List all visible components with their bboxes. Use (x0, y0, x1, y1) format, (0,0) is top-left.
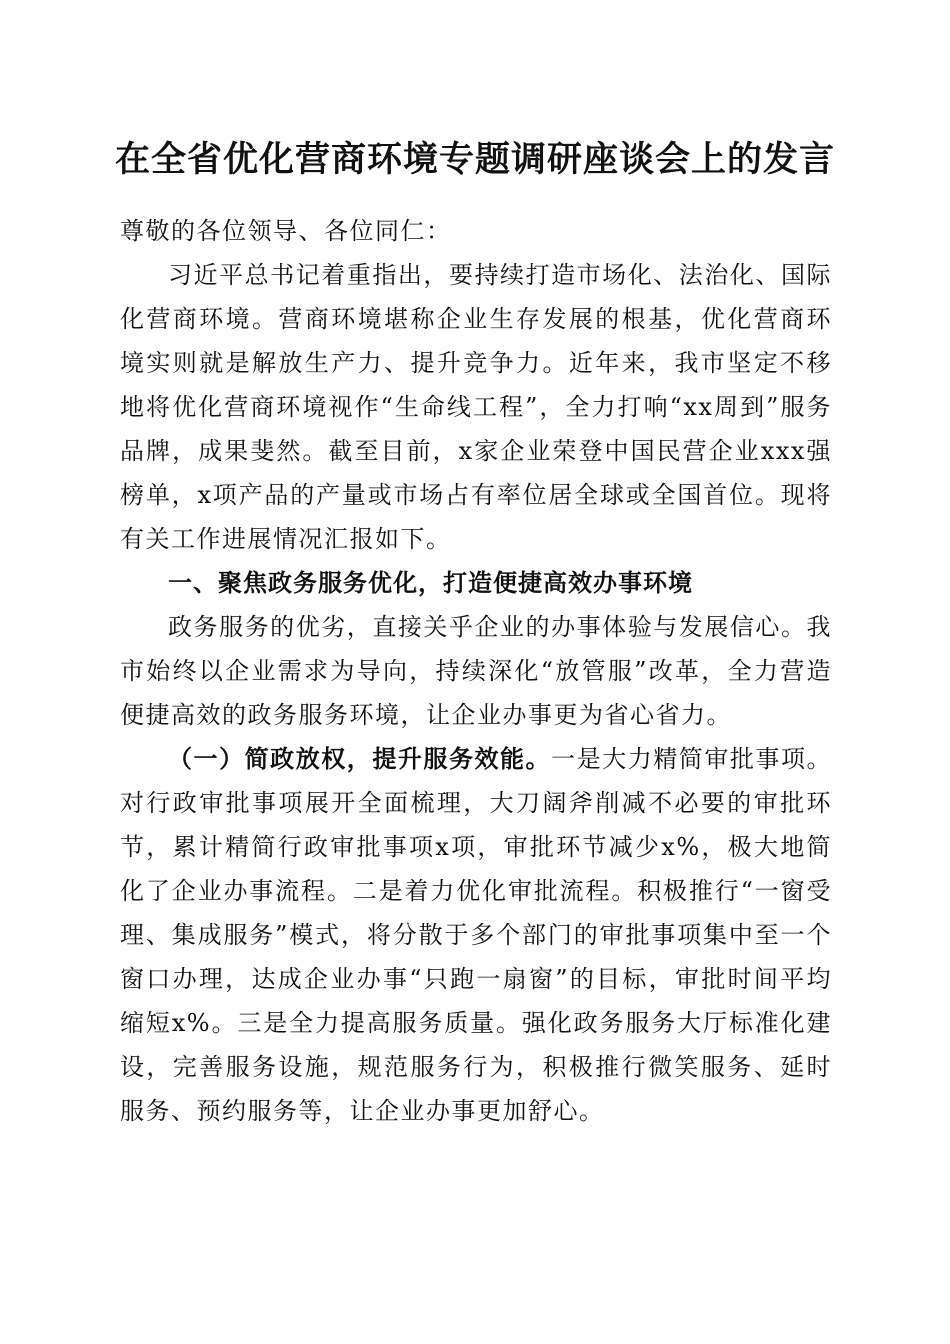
section-heading-1: 一、聚焦政务服务优化，打造便捷高效办事环境 (168, 569, 693, 597)
subsection-heading-1: （一）简政放权，提升服务效能。 (168, 744, 552, 773)
salutation: 尊敬的各位领导、各位同仁： (120, 217, 452, 245)
intro-paragraph: 习近平总书记着重指出，要持续打造市场化、法治化、国际化营商环境。营商环境堪称企业生存发展的根基，优化营商环境实则就是解放生产力、提升竞争力。近年来，我市坚定不移地将优化营商环境视作“生命线工程”，全力打响“xx周到”服务品牌，成果斐然。截至目前，x家企业荣登中国民营企业xxx强榜单，x项产品的产量或市场占有率位居全球或全国首位。现将有关工作进展情况汇报如下。 (120, 261, 832, 553)
section-1-intro-paragraph: 政务服务的优劣，直接关乎企业的办事体验与发展信心。我市始终以企业需求为导向，持续深化“放管服”改革，全力营造便捷高效的政务服务环境，让企业办事更为省心省力。 (120, 613, 832, 729)
document-body (120, 209, 832, 1133)
document-title: 在全省优化营商环境专题调研座谈会上的发言 (114, 139, 835, 180)
subsection-1-paragraph (120, 737, 832, 1133)
subsection-1-body: 一是大力精简审批事项。对行政审批事项展开全面梳理，大刀阔斧削减不必要的审批环节，累计精简行政审批事项x项，审批环节减少x%，极大地简化了企业办事流程。二是着力优化审批流程。积极推行“一窗受理、集成服务”模式，将分散于多个部门的审批事项集中至一个窗口办理，达成企业办事“只跑一扇窗”的目标，审批时间平均缩短x%。三是全力提高服务质量。强化政务服务大厅标准化建设，完善服务设施，规范服务行为，积极推行微笑服务、延时服务、预约服务等，让企业办事更加舒心。 (120, 745, 833, 1125)
